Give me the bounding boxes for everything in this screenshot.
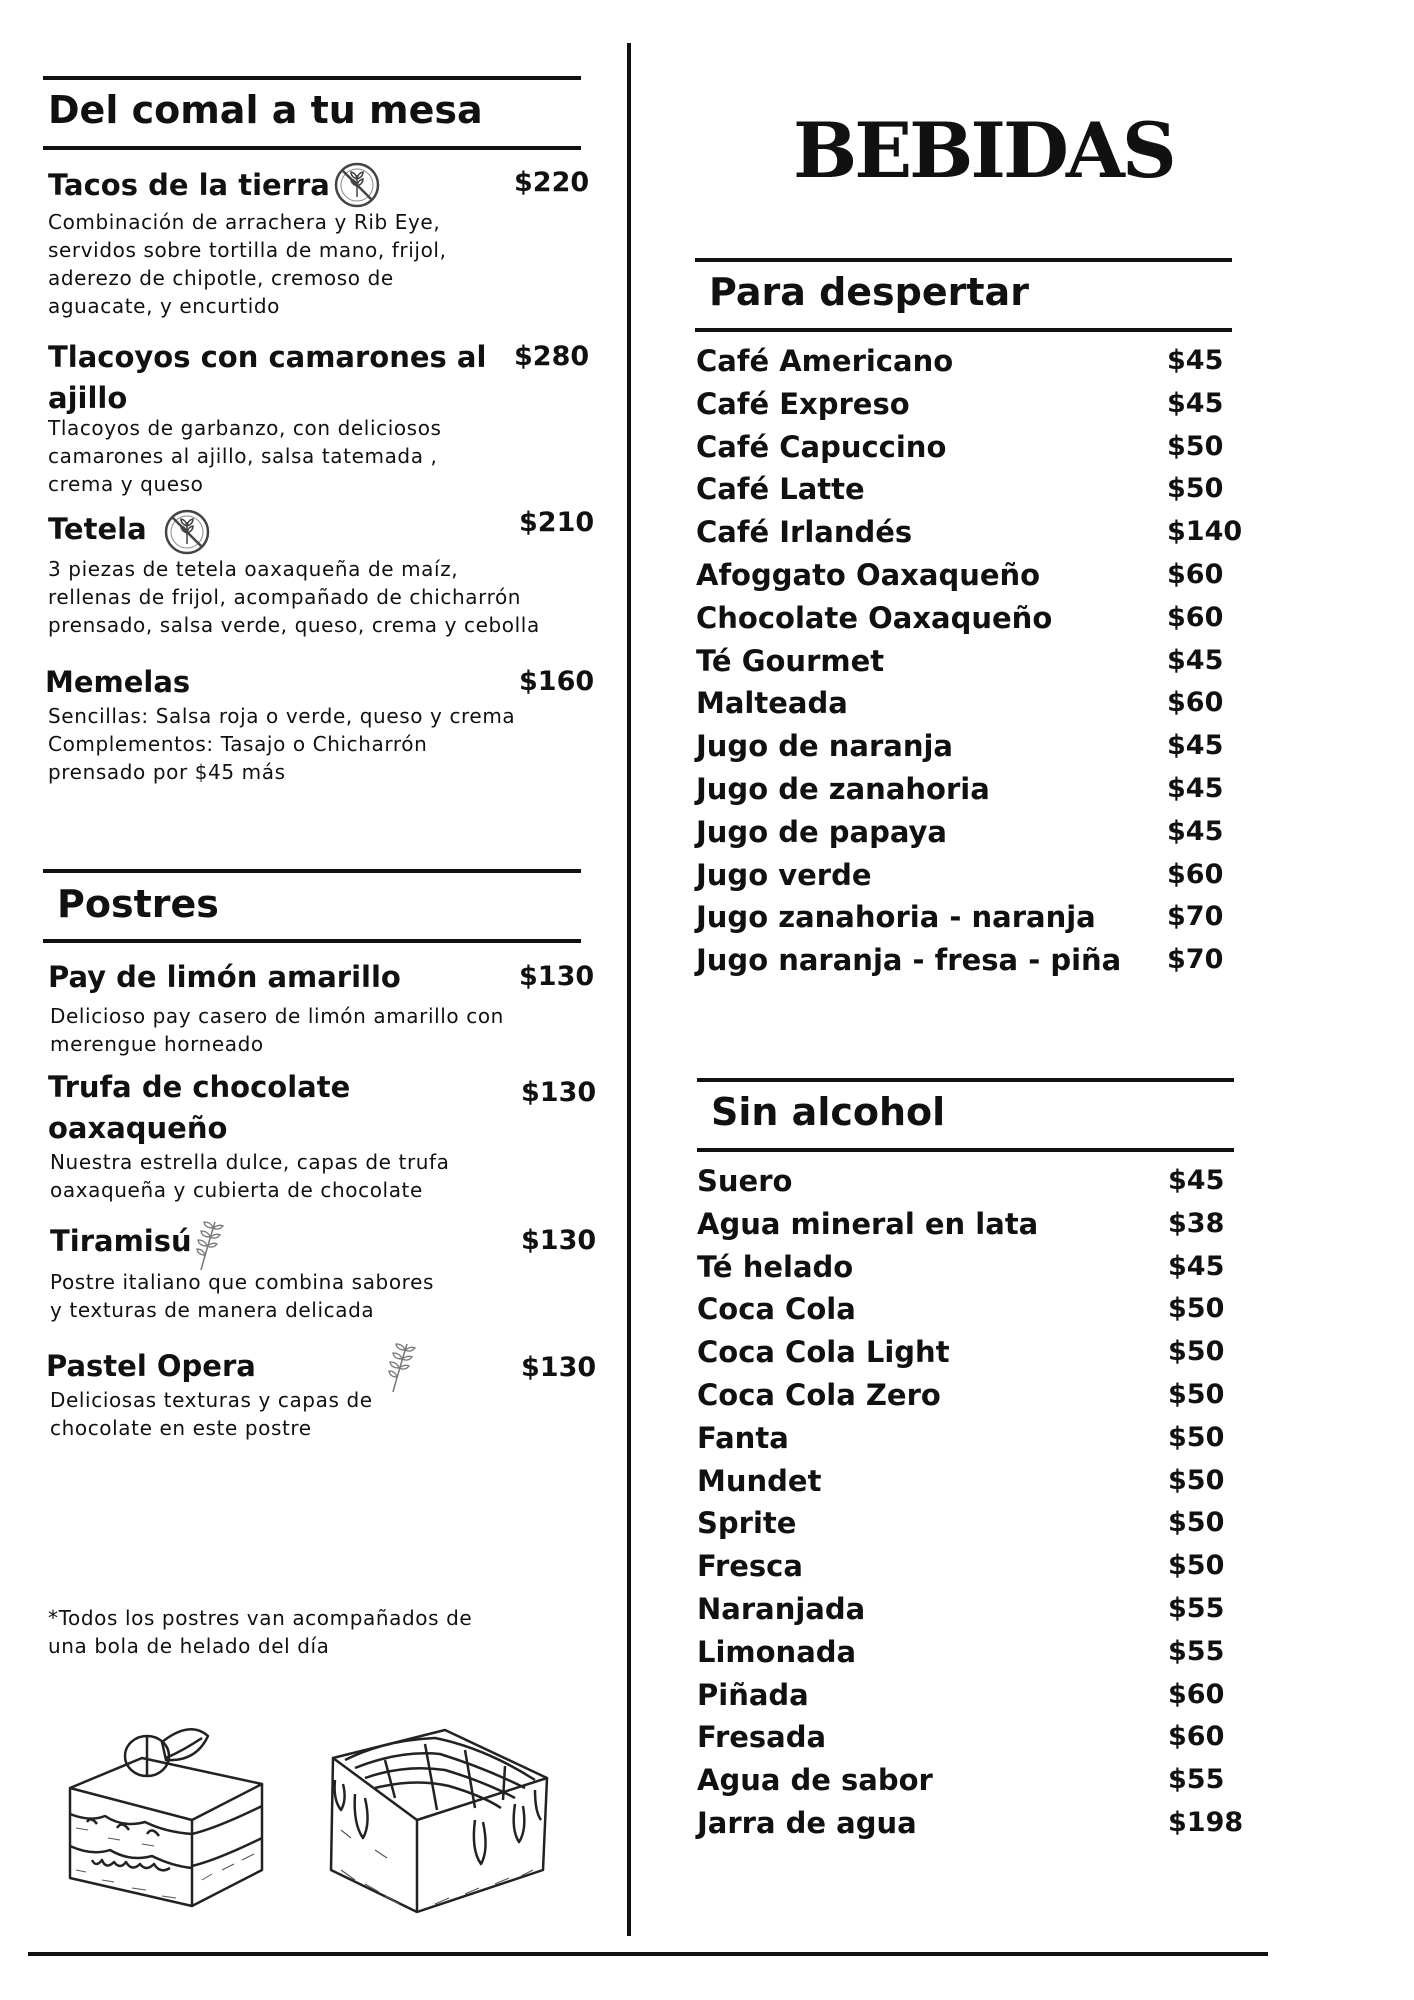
drink-price: $55 (1168, 1764, 1225, 1796)
dish-desc-pay (50, 1002, 504, 1058)
dish-price-tacos: $220 (514, 167, 590, 198)
drink-price: $38 (1168, 1207, 1225, 1239)
drink-name: Coca Cola Light (697, 1335, 950, 1370)
desc-line: Nuestra estrella dulce, capas de trufa (50, 1150, 450, 1174)
para-despertar-title: Para despertar (709, 270, 1029, 314)
drink-price: $50 (1167, 473, 1224, 505)
drink-price: $50 (1168, 1421, 1225, 1453)
dish-price-pastel-opera: $130 (521, 1352, 597, 1383)
drink-price: $45 (1167, 815, 1224, 847)
desc-line: Deliciosas texturas y capas de (50, 1388, 373, 1412)
wheat-icon (193, 1218, 225, 1272)
drink-price: $45 (1167, 345, 1224, 376)
desc-line: Delicioso pay casero de limón amarillo con (50, 1004, 504, 1028)
dish-desc-trufa (50, 1148, 450, 1204)
drink-price: $60 (1167, 601, 1224, 633)
drink-price: $60 (1167, 559, 1224, 590)
drink-name: Café Expreso (696, 386, 910, 421)
drink-name: Coca Cola (697, 1292, 856, 1327)
desc-line: y texturas de manera delicada (50, 1298, 375, 1322)
drink-price: $50 (1167, 430, 1224, 462)
drink-price: $45 (1167, 644, 1224, 676)
dish-name-line: Tlacoyos con camarones al (48, 340, 487, 374)
desc-line: 3 piezas de tetela oaxaqueña de maíz, (48, 557, 459, 581)
column-divider (627, 43, 631, 1936)
drink-price: $50 (1168, 1379, 1225, 1410)
dish-price-pay: $130 (519, 961, 595, 992)
drink-name: Chocolate Oaxaqueño (696, 600, 1053, 635)
desc-line: merengue horneado (50, 1032, 264, 1056)
drink-price: $60 (1167, 687, 1224, 719)
dish-price-tetela: $210 (519, 507, 595, 538)
food-section-bottom-rule (43, 146, 581, 150)
drink-name: Jarra de agua (697, 1806, 917, 1840)
drink-price: $55 (1168, 1635, 1225, 1667)
drink-name: Coca Cola Zero (697, 1378, 941, 1412)
no-gluten-icon (163, 508, 211, 556)
desserts-section-top-rule (43, 869, 581, 873)
dish-desc-tetela (48, 555, 540, 639)
drink-name: Malteada (696, 686, 848, 721)
drink-name: Afoggato Oaxaqueño (696, 558, 1041, 592)
drink-name: Fanta (697, 1420, 789, 1455)
dish-name-line: Trufa de chocolate (48, 1070, 351, 1104)
drink-name: Café Irlandés (696, 515, 913, 550)
drink-price: $45 (1167, 730, 1224, 762)
dish-desc-memelas (48, 702, 515, 786)
desc-line: prensado por $45 más (48, 760, 286, 784)
dish-desc-tacos (48, 208, 447, 320)
dish-name-pastel-opera: Pastel Opera (46, 1349, 256, 1383)
dish-desc-pastel-opera (50, 1386, 373, 1442)
drink-price: $45 (1168, 1250, 1225, 1282)
dish-desc-tlacoyos (48, 414, 442, 498)
drink-price: $60 (1168, 1678, 1225, 1710)
drink-name: Fresca (697, 1549, 803, 1584)
dish-name-tacos: Tacos de la tierra (48, 168, 330, 202)
drink-name: Naranjada (697, 1592, 866, 1626)
sin-alcohol-title: Sin alcohol (711, 1090, 946, 1134)
drink-price: $140 (1167, 516, 1243, 548)
drink-name: Café Capuccino (696, 429, 947, 464)
drink-name: Jugo zanahoria - naranja (696, 900, 1096, 935)
sin-alcohol-bottom-rule (697, 1148, 1234, 1152)
drink-price: $60 (1168, 1721, 1225, 1753)
drink-price: $50 (1168, 1464, 1225, 1496)
food-section-title: Del comal a tu mesa (48, 88, 483, 132)
drink-price: $45 (1167, 773, 1224, 804)
wheat-icon (385, 1340, 417, 1394)
desc-line: chocolate en este postre (50, 1416, 312, 1440)
note-line: una bola de helado del día (48, 1634, 330, 1658)
drink-name: Jugo de papaya (696, 814, 947, 849)
desc-line: servidos sobre tortilla de mano, frijol, (48, 238, 447, 262)
food-section-top-rule (43, 76, 581, 80)
drink-name: Jugo naranja - fresa - piña (696, 943, 1122, 978)
drink-price: $60 (1167, 858, 1224, 890)
desc-line: crema y queso (48, 472, 204, 496)
note-line: *Todos los postres van acompañados de (48, 1606, 473, 1630)
drinks-title: BEBIDAS (793, 106, 1174, 195)
desc-line: prensado, salsa verde, queso, crema y cebolla (48, 613, 540, 637)
drink-name: Té helado (697, 1249, 854, 1284)
dish-name-tiramisu: Tiramisú (50, 1224, 192, 1258)
drink-price: $45 (1168, 1165, 1225, 1196)
desc-line: rellenas de frijol, acompañado de chicharrón (48, 585, 522, 609)
desc-line: oaxaqueña y cubierta de chocolate (50, 1178, 423, 1202)
desserts-section-title: Postres (57, 882, 219, 926)
cake-slice-illustration (62, 1710, 272, 1910)
drink-price: $198 (1168, 1807, 1244, 1838)
drink-name: Jugo de naranja (696, 729, 953, 764)
sin-alcohol-top-rule (697, 1078, 1234, 1082)
drink-price: $70 (1167, 944, 1224, 976)
brownie-illustration (325, 1720, 555, 1920)
desc-line: aguacate, y encurtido (48, 294, 280, 318)
desc-line: Postre italiano que combina sabores (50, 1270, 434, 1294)
dish-name-pay: Pay de limón amarillo (48, 960, 401, 994)
drink-price: $70 (1167, 901, 1224, 933)
drink-name: Suero (697, 1164, 793, 1198)
drink-price: $50 (1168, 1507, 1225, 1539)
drink-name: Mundet (697, 1463, 822, 1498)
drink-price: $45 (1167, 387, 1224, 419)
para-despertar-bottom-rule (695, 328, 1232, 332)
desserts-section-bottom-rule (43, 939, 581, 943)
desc-line: camarones al ajillo, salsa tatemada , (48, 444, 438, 468)
dish-desc-tiramisu (50, 1268, 434, 1324)
dish-price-tiramisu: $130 (521, 1225, 597, 1256)
para-despertar-top-rule (695, 258, 1232, 262)
drink-name: Fresada (697, 1720, 827, 1755)
drink-name: Limonada (697, 1634, 857, 1669)
no-gluten-icon (333, 161, 381, 209)
dish-name-line: ajillo (48, 381, 128, 415)
drink-price: $50 (1168, 1336, 1225, 1368)
dish-price-tlacoyos: $280 (514, 341, 590, 372)
desc-line: Tlacoyos de garbanzo, con deliciosos (48, 416, 442, 440)
desc-line: Combinación de arrachera y Rib Eye, (48, 210, 441, 234)
drink-name: Agua mineral en lata (697, 1206, 1039, 1241)
dish-name-trufa (48, 1067, 350, 1149)
dish-name-tetela: Tetela (48, 512, 147, 546)
desc-line: aderezo de chipotle, cremoso de (48, 266, 394, 290)
drink-name: Piñada (697, 1677, 809, 1712)
drink-price: $50 (1168, 1550, 1225, 1582)
drink-name: Café Latte (696, 472, 865, 507)
dish-name-tlacoyos (48, 337, 486, 419)
desc-line: Complementos: Tasajo o Chicharrón (48, 732, 428, 756)
dish-name-memelas: Memelas (45, 665, 191, 699)
dish-price-trufa: $130 (521, 1077, 597, 1108)
drink-name: Sprite (697, 1506, 797, 1541)
drink-name: Jugo de zanahoria (696, 772, 990, 806)
drink-price: $55 (1168, 1593, 1225, 1624)
dish-price-memelas: $160 (519, 666, 595, 697)
drink-price: $50 (1168, 1293, 1225, 1325)
desserts-note (48, 1604, 472, 1660)
dish-name-line: oaxaqueño (48, 1111, 228, 1145)
page-bottom-rule (28, 1952, 1268, 1956)
drink-name: Té Gourmet (696, 643, 885, 678)
drink-name: Jugo verde (696, 857, 872, 892)
desc-line: Sencillas: Salsa roja o verde, queso y crema (48, 704, 516, 728)
drink-name: Agua de sabor (697, 1763, 933, 1798)
drink-name: Café Americano (696, 344, 954, 378)
